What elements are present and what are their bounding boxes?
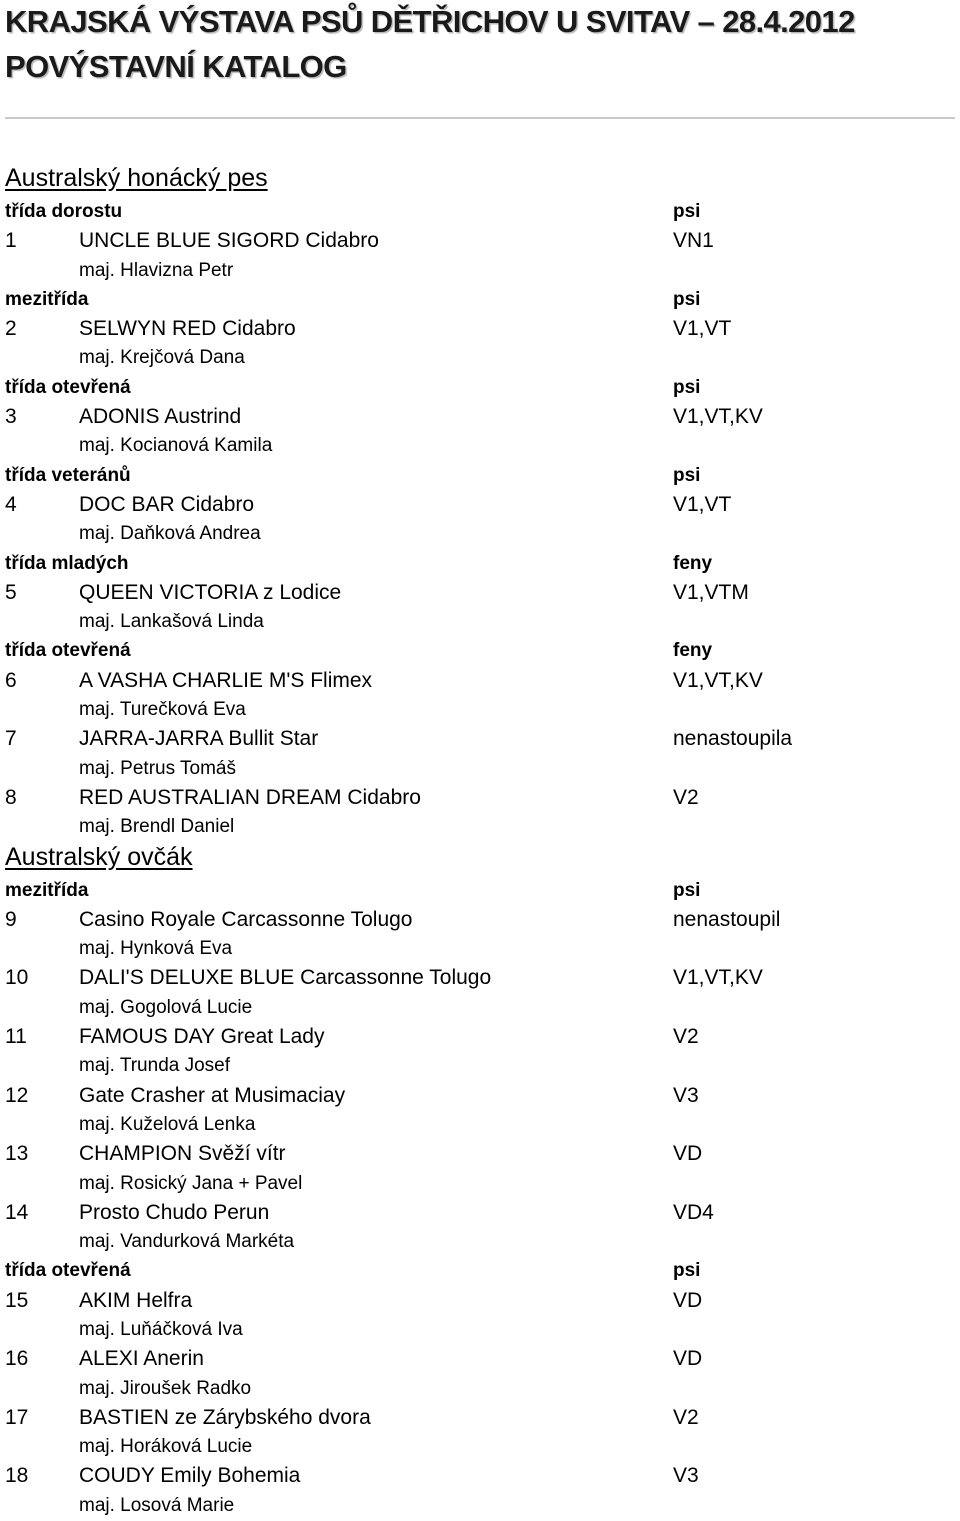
result-rating: V2 — [673, 785, 699, 809]
owner-name: maj. Brendl Daniel — [79, 816, 235, 838]
entry-row — [0, 1461, 960, 1490]
result-rating: V2 — [673, 1405, 699, 1429]
header-divider — [5, 117, 955, 119]
result-rating: VD4 — [673, 1200, 714, 1224]
entry-number: 12 — [5, 1083, 29, 1107]
owner-name: maj. Trunda Josef — [79, 1055, 231, 1077]
entry-number: 14 — [5, 1200, 29, 1224]
result-rating: VD — [673, 1142, 703, 1166]
owner-name: maj. Gogolová Lucie — [79, 996, 253, 1018]
catalog-list — [0, 163, 960, 1520]
sex-label: psi — [673, 376, 701, 398]
owner-name: maj. Krejčová Dana — [79, 347, 245, 369]
result-rating: V1,VTM — [673, 580, 749, 604]
class-row — [0, 461, 960, 490]
breed-heading — [0, 163, 960, 197]
owner-row — [0, 993, 960, 1022]
sex-label: feny — [673, 552, 713, 574]
owner-name: maj. Rosický Jana + Pavel — [79, 1172, 303, 1194]
entry-row — [0, 1286, 960, 1315]
entry-number: 6 — [5, 668, 17, 692]
class-label: třída mladých — [5, 552, 129, 574]
dog-name: SELWYN RED Cidabro — [79, 317, 296, 341]
entry-row — [0, 666, 960, 695]
class-row — [0, 373, 960, 402]
dog-name: ADONIS Austrind — [79, 405, 242, 429]
owner-row — [0, 519, 960, 548]
result-rating: V2 — [673, 1025, 699, 1049]
owner-row — [0, 1169, 960, 1198]
owner-row — [0, 343, 960, 372]
owner-row — [0, 695, 960, 724]
owner-name: maj. Daňková Andrea — [79, 523, 261, 545]
result-rating: V1,VT — [673, 317, 732, 341]
entry-number: 15 — [5, 1288, 29, 1312]
class-label: třída otevřená — [5, 640, 131, 662]
result-rating: V1,VT,KV — [673, 668, 763, 692]
class-label: mezitřída — [5, 288, 89, 310]
entry-number: 4 — [5, 492, 17, 516]
owner-row — [0, 812, 960, 841]
owner-row — [0, 934, 960, 963]
sex-label: psi — [673, 1260, 701, 1282]
class-row — [0, 549, 960, 578]
dog-name: Casino Royale Carcassonne Tolugo — [79, 907, 413, 931]
owner-row — [0, 431, 960, 460]
result-rating: V3 — [673, 1464, 699, 1488]
sex-label: psi — [673, 201, 701, 222]
dog-name: BASTIEN ze Zárybského dvora — [79, 1405, 371, 1429]
entry-row — [0, 314, 960, 343]
entry-row — [0, 783, 960, 812]
entry-number: 11 — [5, 1025, 27, 1049]
entry-row — [0, 1198, 960, 1227]
breed-name: Australský ovčák — [5, 842, 193, 871]
result-rating: V1,VT — [673, 492, 732, 516]
owner-name: maj. Lankašová Linda — [79, 611, 264, 633]
owner-row — [0, 1432, 960, 1461]
entry-number: 16 — [5, 1347, 29, 1371]
entry-number: 9 — [5, 907, 17, 931]
class-label: třída dorostu — [5, 201, 123, 222]
entry-row — [0, 1139, 960, 1168]
class-label: třída otevřená — [5, 1260, 131, 1282]
owner-row — [0, 754, 960, 783]
result-rating: nenastoupil — [673, 907, 781, 931]
owner-row — [0, 256, 960, 285]
owner-name: maj. Petrus Tomáš — [79, 757, 236, 779]
entry-row — [0, 1022, 960, 1051]
class-row — [0, 876, 960, 905]
entry-row — [0, 963, 960, 992]
sex-label: feny — [673, 640, 713, 662]
entry-row — [0, 1081, 960, 1110]
dog-name: AKIM Helfra — [79, 1288, 193, 1312]
owner-name: maj. Losová Marie — [79, 1494, 235, 1516]
dog-name: Gate Crasher at Musimaciay — [79, 1083, 346, 1107]
class-label: mezitřída — [5, 879, 89, 901]
owner-name: maj. Kocianová Kamila — [79, 435, 273, 457]
result-rating: VD — [673, 1347, 703, 1371]
result-rating: VD — [673, 1288, 703, 1312]
dog-name: FAMOUS DAY Great Lady — [79, 1025, 325, 1049]
entry-row — [0, 226, 960, 255]
owner-name: maj. Luňáčková Iva — [79, 1318, 243, 1340]
dog-name: DALI'S DELUXE BLUE Carcassonne Tolugo — [79, 966, 492, 990]
breed-heading — [0, 842, 960, 876]
entry-number: 1 — [5, 229, 17, 253]
entry-number: 5 — [5, 580, 17, 604]
entry-number: 10 — [5, 966, 29, 990]
entry-number: 7 — [5, 727, 17, 751]
owner-row — [0, 1110, 960, 1139]
entry-number: 8 — [5, 785, 17, 809]
class-row — [0, 1256, 960, 1285]
breed-name: Australský honácký pes — [5, 164, 268, 192]
owner-name: maj. Horáková Lucie — [79, 1436, 253, 1458]
sex-label: psi — [673, 464, 701, 486]
owner-name: maj. Kuželová Lenka — [79, 1113, 256, 1135]
entry-row — [0, 490, 960, 519]
entry-row — [0, 1344, 960, 1373]
owner-row — [0, 1315, 960, 1344]
dog-name: Prosto Chudo Perun — [79, 1200, 270, 1224]
result-rating: V3 — [673, 1083, 699, 1107]
dog-name: RED AUSTRALIAN DREAM Cidabro — [79, 785, 421, 809]
dog-name: CHAMPION Svěží vítr — [79, 1142, 286, 1166]
result-rating: V1,VT,KV — [673, 966, 763, 990]
owner-row — [0, 1491, 960, 1520]
result-rating: VN1 — [673, 229, 714, 253]
sex-label: psi — [673, 879, 701, 901]
dog-name: A VASHA CHARLIE M'S Flimex — [79, 668, 373, 692]
entry-row — [0, 724, 960, 753]
sex-label: psi — [673, 288, 701, 310]
class-row — [0, 636, 960, 665]
class-label: třída veteránů — [5, 464, 131, 486]
catalog-title: KRAJSKÁ VÝSTAVA PSŮ DĚTŘICHOV U SVITAV – 28.4.2012 — [5, 4, 855, 39]
entry-number: 2 — [5, 317, 17, 341]
result-rating: V1,VT,KV — [673, 405, 763, 429]
entry-row — [0, 402, 960, 431]
owner-name: maj. Turečková Eva — [79, 699, 246, 721]
entry-number: 13 — [5, 1142, 29, 1166]
class-label: třída otevřená — [5, 376, 131, 398]
result-rating: nenastoupila — [673, 727, 793, 751]
dog-name: JARRA-JARRA Bullit Star — [79, 727, 319, 751]
dog-name: QUEEN VICTORIA z Lodice — [79, 580, 342, 604]
owner-name: maj. Jiroušek Radko — [79, 1377, 252, 1399]
owner-row — [0, 607, 960, 636]
entry-number: 17 — [5, 1405, 29, 1429]
owner-name: maj. Hlavizna Petr — [79, 259, 234, 281]
owner-row — [0, 1374, 960, 1403]
catalog-subtitle: POVÝSTAVNÍ KATALOG — [5, 49, 347, 84]
class-row — [0, 285, 960, 314]
owner-row — [0, 1227, 960, 1256]
dog-name: COUDY Emily Bohemia — [79, 1464, 301, 1488]
entry-number: 3 — [5, 405, 17, 429]
entry-row — [0, 578, 960, 607]
dog-name: ALEXI Anerin — [79, 1347, 204, 1371]
entry-row — [0, 905, 960, 934]
owner-row — [0, 1051, 960, 1080]
class-row — [0, 197, 960, 226]
entry-number: 18 — [5, 1464, 29, 1488]
dog-name: UNCLE BLUE SIGORD Cidabro — [79, 229, 379, 253]
owner-name: maj. Vandurková Markéta — [79, 1231, 295, 1253]
owner-name: maj. Hynková Eva — [79, 938, 233, 960]
entry-row — [0, 1403, 960, 1432]
dog-name: DOC BAR Cidabro — [79, 492, 255, 516]
